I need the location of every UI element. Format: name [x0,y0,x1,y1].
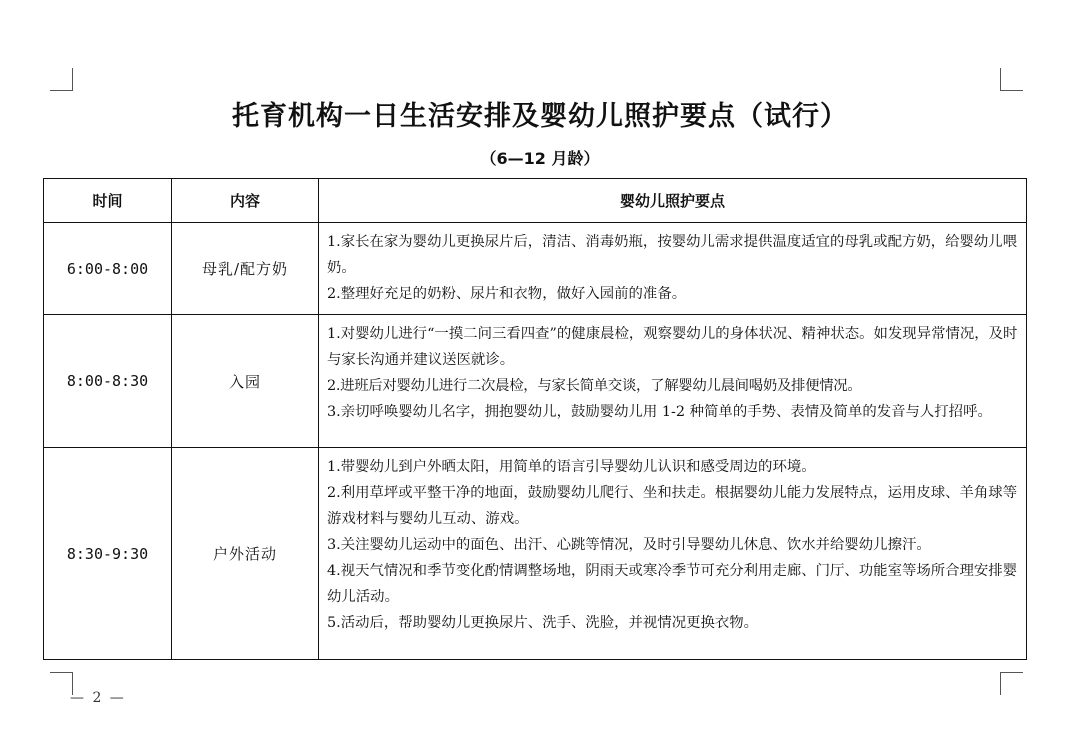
document-subtitle: （6—12 月龄） [480,149,600,168]
care-point: 4.视天气情况和季节变化酌情调整场地，阴雨天或寒冷季节可充分利用走廊、门厅、功能室等场所合理安排婴幼儿活动。 [327,563,1018,605]
time-cell: 6:00-8:00 [44,223,172,315]
crop-mark-top-right [1000,68,1023,91]
care-point: 5.活动后，帮助婴幼儿更换尿片、洗手、洗脸，并视情况更换衣物。 [327,615,759,631]
time-cell: 8:00-8:30 [44,315,172,448]
page-number: — 2 — [70,690,126,706]
time-cell: 8:30-9:30 [44,448,172,660]
care-point: 2.整理好充足的奶粉、尿片和衣物，做好入园前的准备。 [327,286,687,302]
content-cell: 入园 [172,315,319,448]
table-row [44,448,1027,660]
care-point: 3.关注婴幼儿运动中的面色、出汗、心跳等情况，及时引导婴幼儿休息、饮水并给婴幼儿擦汗。 [327,537,931,553]
crop-mark-bottom-right [1000,672,1023,695]
header-time: 时间 [44,179,172,223]
care-points-cell [319,223,1027,315]
care-point: 1.家长在家为婴幼儿更换尿片后，清洁、消毒奶瓶，按婴幼儿需求提供温度适宜的母乳或配方奶，给婴幼儿喂奶。 [327,234,1018,276]
care-point: 1.带婴幼儿到户外晒太阳，用简单的语言引导婴幼儿认识和感受周边的环境。 [327,459,816,475]
care-point: 2.进班后对婴幼儿进行二次晨检，与家长简单交谈，了解婴幼儿晨间喝奶及排便情况。 [327,378,862,394]
table-row [44,315,1027,448]
crop-mark-top-left [50,68,73,91]
content-cell: 户外活动 [172,448,319,660]
care-point: 3.亲切呼唤婴幼儿名字，拥抱婴幼儿，鼓励婴幼儿用 1-2 种简单的手势、表情及简单的发音与人打招呼。 [327,404,992,420]
document-title: 托育机构一日生活安排及婴幼儿照护要点（试行） [232,101,848,132]
care-schedule-table [43,178,1027,660]
header-care-points: 婴幼儿照护要点 [319,179,1027,223]
header-content: 内容 [172,179,319,223]
care-points-cell [319,315,1027,448]
care-point: 1.对婴幼儿进行“一摸二问三看四查”的健康晨检，观察婴幼儿的身体状况、精神状态。如发现异常情况，及时与家长沟通并建议送医就诊。 [327,326,1018,368]
care-point: 2.利用草坪或平整干净的地面，鼓励婴幼儿爬行、坐和扶走。根据婴幼儿能力发展特点，运用皮球、羊角球等游戏材料与婴幼儿互动、游戏。 [327,485,1018,527]
care-points-cell [319,448,1027,660]
table-header-row [44,179,1027,223]
content-cell: 母乳/配方奶 [172,223,319,315]
table-row [44,223,1027,315]
